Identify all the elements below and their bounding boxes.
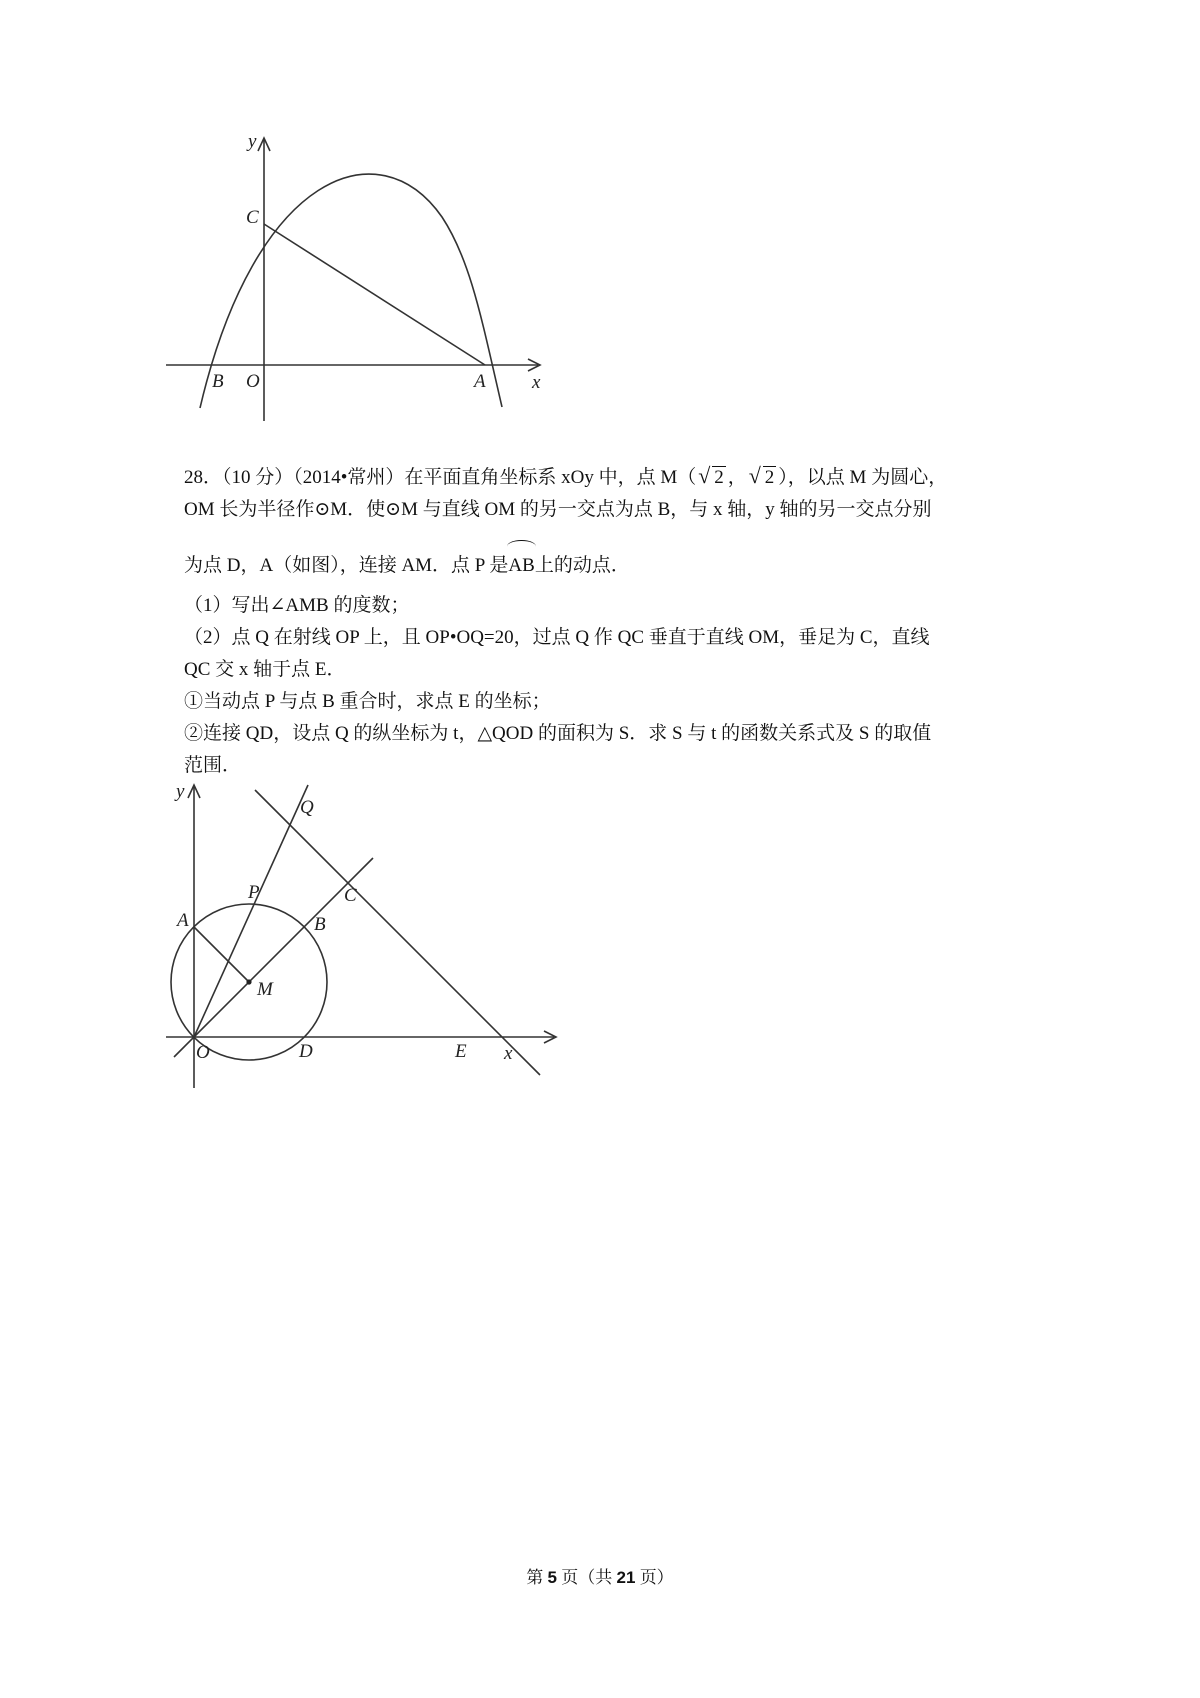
- question-line-3-suffix: 上的动点．: [534, 555, 630, 576]
- footer-suffix: 页）: [635, 1568, 674, 1587]
- question-sub-1: ①当动点 P 与点 B 重合时，求点 E 的坐标；: [184, 691, 551, 712]
- question-28: [184, 462, 1030, 782]
- question-line-3-prefix: 为点 D，A（如图），连接 AM．点 P 是: [184, 555, 509, 576]
- circle-figure: [160, 778, 560, 1098]
- question-line-2: OM 长为半径作⊙M．使⊙M 与直线 OM 的另一交点为点 B，与 x 轴，y 轴的另一交点分别: [184, 499, 932, 520]
- question-sub-2-line-1: ②连接 QD，设点 Q 的纵坐标为 t，△QOD 的面积为 S．求 S 与 t 的函数关系式及 S 的取值: [184, 723, 932, 744]
- label-y: y: [176, 781, 185, 802]
- sqrt-2-radicand: 2: [764, 467, 775, 488]
- label-O: O: [246, 371, 260, 392]
- point-M: [246, 979, 251, 984]
- question-line-1: [184, 462, 1030, 494]
- sqrt-2: [749, 462, 777, 494]
- parabola-diagram: [160, 125, 560, 430]
- footer-page-number: 5: [547, 1568, 558, 1587]
- label-x: x: [532, 372, 541, 393]
- question-part-1: （1）写出∠AMB 的度数；: [184, 595, 410, 616]
- footer-prefix: 第: [526, 1568, 548, 1587]
- question-sub-2-line-2: 范围．: [184, 755, 242, 776]
- label-y: y: [248, 131, 257, 152]
- page-footer: [0, 1563, 1200, 1588]
- label-Q: Q: [300, 797, 314, 818]
- segment-CA: [264, 224, 485, 365]
- parabola-figure: [160, 125, 560, 430]
- question-line-1-sep: ，: [727, 467, 747, 488]
- label-A: A: [474, 371, 486, 392]
- question-part-2-line-1: （2）点 Q 在射线 OP 上，且 OP•OQ=20，过点 Q 作 QC 垂直于直线 OM，垂足为 C，直线: [184, 627, 930, 648]
- arc-AB: AB: [508, 546, 534, 582]
- label-A: A: [177, 910, 189, 931]
- question-line-3: [184, 546, 1030, 582]
- label-C: C: [246, 207, 259, 228]
- ray-OQ: [194, 785, 308, 1037]
- label-B: B: [212, 371, 224, 392]
- footer-middle: 页（共: [557, 1568, 617, 1587]
- label-D: D: [299, 1041, 313, 1062]
- footer-total-pages: 21: [616, 1568, 636, 1587]
- label-x: x: [504, 1043, 513, 1064]
- label-M: M: [257, 979, 273, 1000]
- sqrt-1-radicand: 2: [714, 467, 724, 488]
- label-P: P: [248, 882, 260, 903]
- label-E: E: [455, 1041, 467, 1062]
- sqrt-1: [698, 462, 726, 494]
- question-line-1-prefix: 28．（10 分）（2014•常州）在平面直角坐标系 xOy 中，点 M（: [184, 467, 697, 488]
- label-C: C: [344, 885, 357, 906]
- question-part-2-line-2: QC 交 x 轴于点 E．: [184, 659, 346, 680]
- label-O: O: [196, 1042, 210, 1063]
- question-line-1-suffix: ），以点 M 为圆心，: [778, 467, 948, 488]
- label-B: B: [314, 914, 326, 935]
- circle-diagram: [160, 778, 560, 1098]
